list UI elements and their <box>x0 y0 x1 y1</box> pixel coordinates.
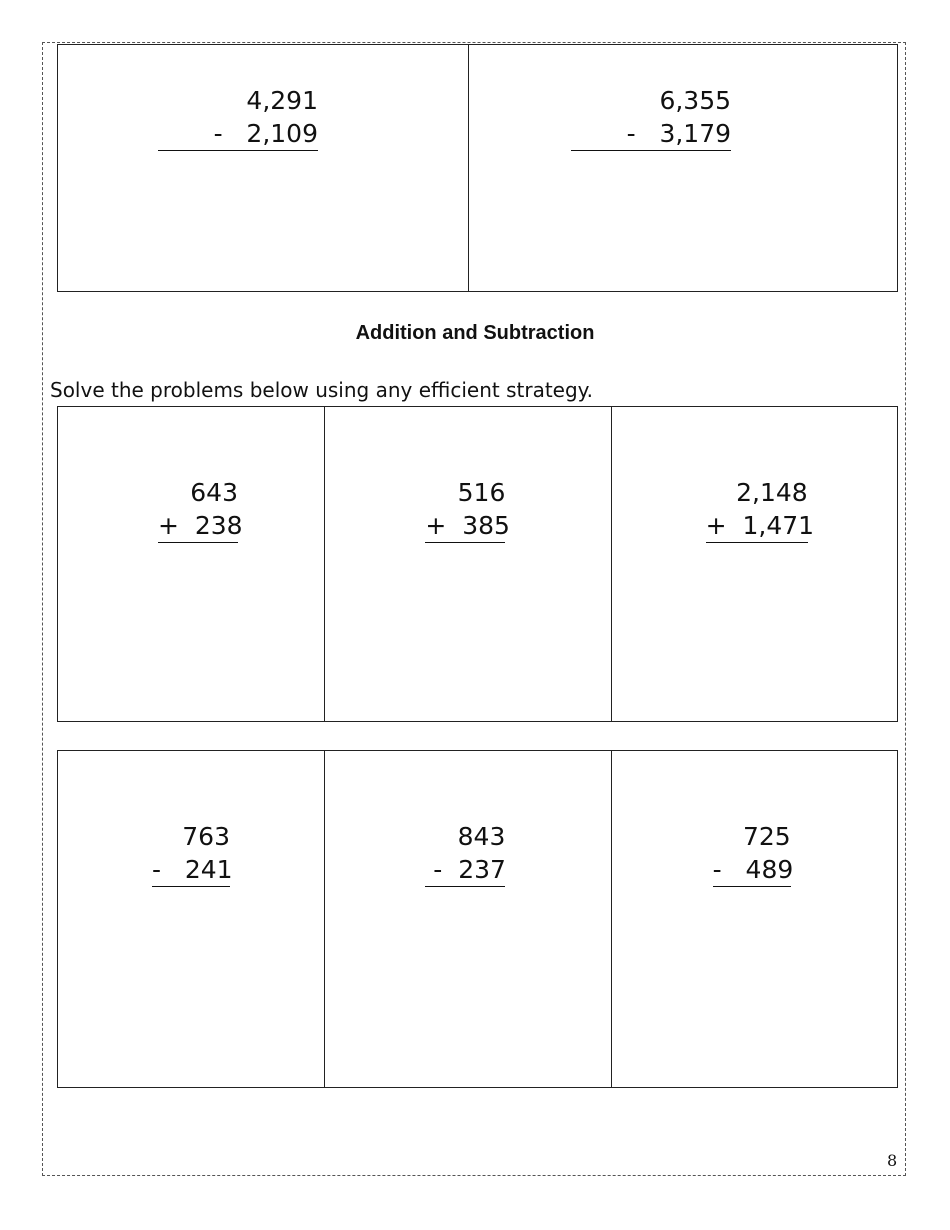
addition-problem-grid <box>57 406 898 722</box>
problem-bottom-number: - 489 <box>713 854 791 887</box>
problem-top-number: 763 <box>182 822 230 851</box>
page-number: 8 <box>887 1151 898 1170</box>
problem-cell <box>612 407 897 721</box>
problem-cell <box>58 751 325 1087</box>
top-problem-grid <box>57 44 898 292</box>
problem-cell <box>58 407 325 721</box>
problem-top-number: 4,291 <box>246 86 318 115</box>
problem-cell <box>58 45 469 291</box>
problem-top-number: 2,148 <box>736 478 808 507</box>
problem-cell <box>612 751 897 1087</box>
problem <box>705 475 815 543</box>
problem-top-number: 643 <box>190 478 238 507</box>
instructions-text: Solve the problems below using any efficient strategy. <box>50 378 594 402</box>
section-heading: Addition and Subtraction <box>355 322 595 344</box>
problem-bottom-number: - 2,109 <box>158 118 318 151</box>
problem <box>152 819 233 887</box>
problem-bottom-number: + 238 <box>158 510 238 543</box>
problem-bottom-number: + 1,471 <box>706 510 808 543</box>
problem-top-number: 843 <box>457 822 506 851</box>
problem <box>712 819 794 887</box>
problem-cell <box>469 45 897 291</box>
problem-top-number: 516 <box>457 478 506 507</box>
problem-bottom-number: - 237 <box>425 854 505 887</box>
problem-bottom-number: - 241 <box>152 854 230 887</box>
problem-top-number: 6,355 <box>659 86 732 115</box>
problem <box>425 475 510 543</box>
problem <box>158 475 243 543</box>
problem <box>158 83 318 151</box>
subtraction-problem-grid <box>57 750 898 1088</box>
problem-cell <box>325 751 611 1087</box>
problem-cell <box>325 407 611 721</box>
problem-top-number: 725 <box>742 822 791 851</box>
problem-bottom-number: - 3,179 <box>571 118 731 151</box>
problem-bottom-number: + 385 <box>425 510 505 543</box>
problem <box>571 83 731 151</box>
problem <box>425 819 505 887</box>
